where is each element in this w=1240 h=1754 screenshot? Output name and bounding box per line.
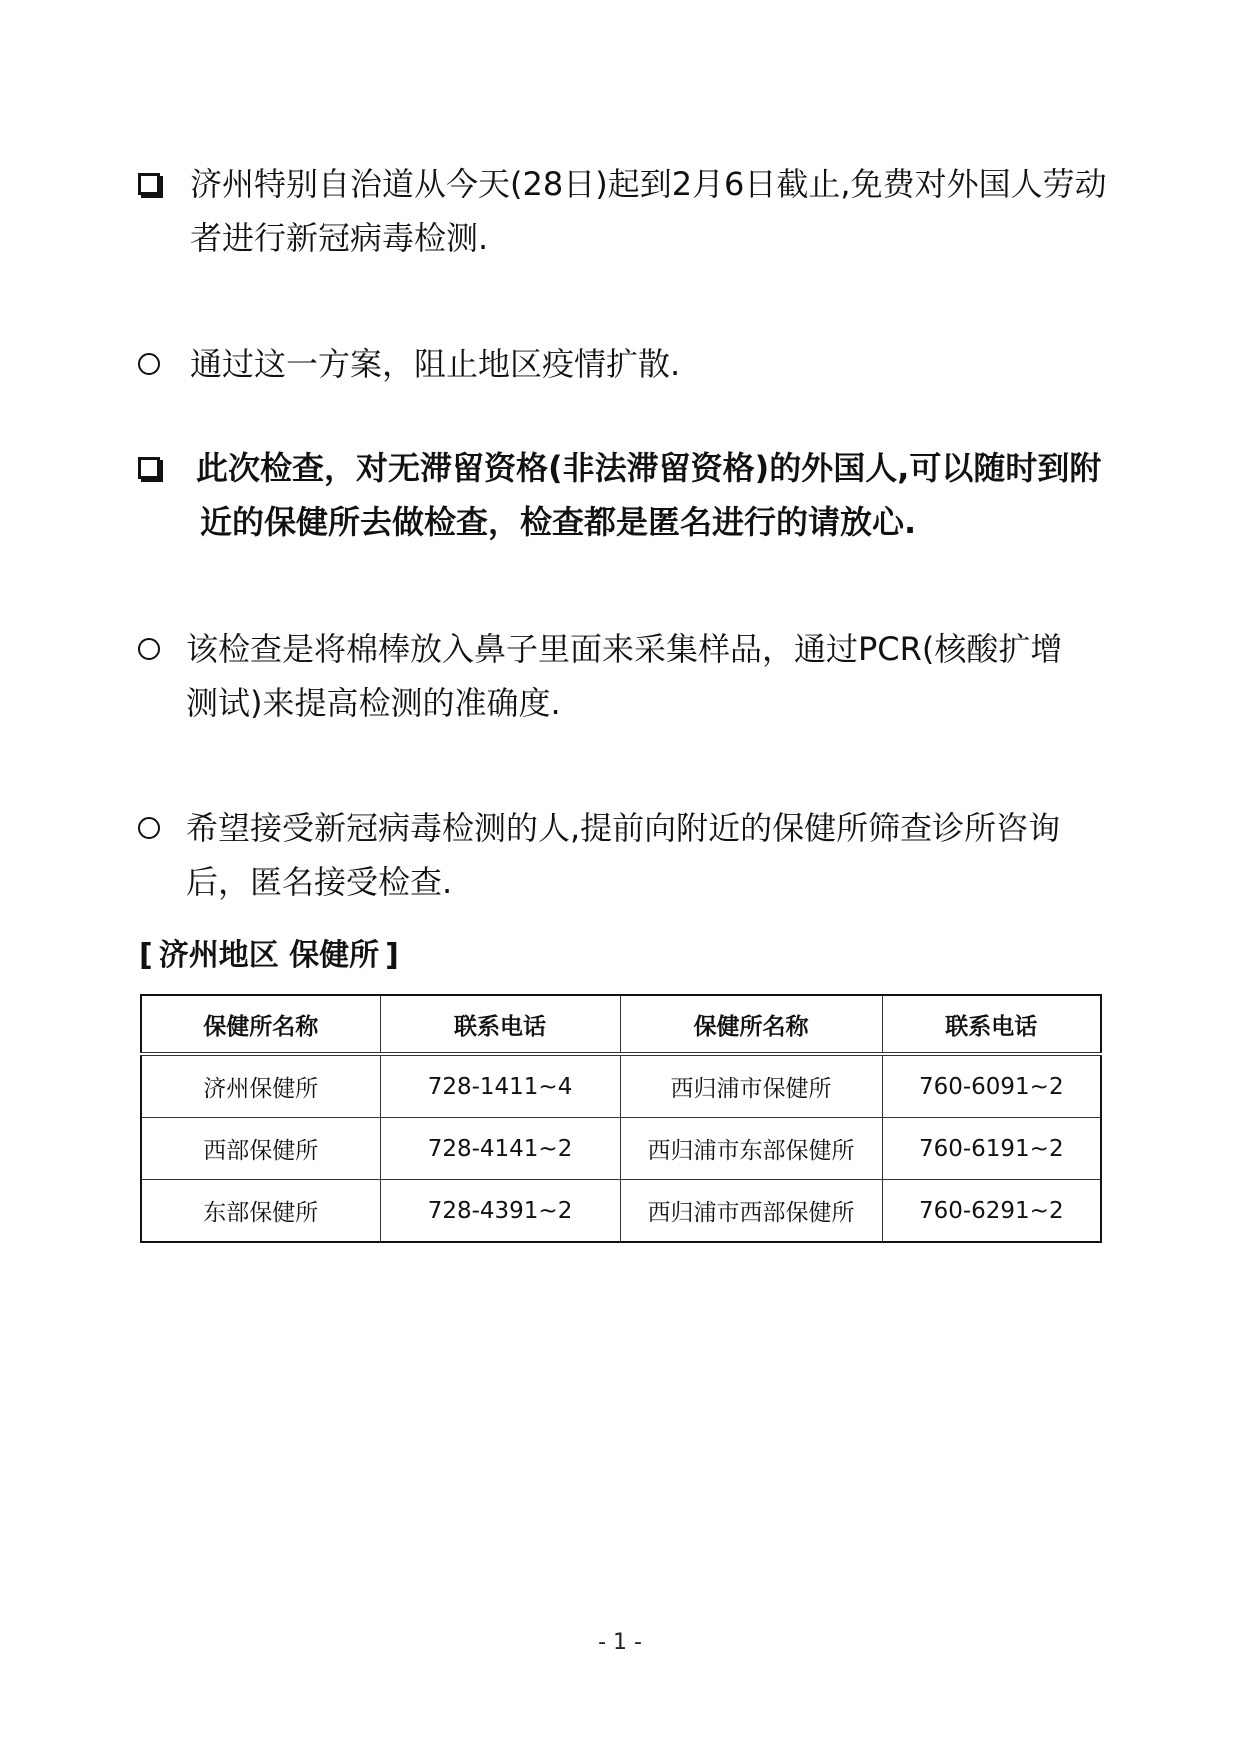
phone-cell: 760-6291~2 <box>882 1180 1101 1243</box>
clinic-name-cell: 西部保健所 <box>141 1118 380 1180</box>
phone-cell: 728-4391~2 <box>380 1180 620 1243</box>
table-header-row <box>141 995 1101 1054</box>
page-number: - 1 - <box>598 1630 642 1655</box>
paragraph-line: 后，匿名接受检查. <box>186 863 453 901</box>
phone-cell: 728-1411~4 <box>380 1054 620 1118</box>
section-title <box>133 936 405 976</box>
paragraph-line: 测试)来提高检测的准确度. <box>186 684 561 722</box>
paragraph-line: 希望接受新冠病毒检测的人,提前向附近的保健所筛查诊所咨询 <box>186 809 1061 847</box>
header-clinic-name: 保健所名称 <box>620 995 882 1054</box>
phone-cell: 760-6191~2 <box>882 1118 1101 1180</box>
paragraph-line: 通过这一方案，阻止地区疫情扩散. <box>190 345 681 383</box>
header-phone: 联系电话 <box>882 995 1101 1054</box>
square-bullet-icon <box>138 173 160 195</box>
paragraph-line: 济州特别自治道从今天(28日)起到2月6日截止,免费对外国人劳动 <box>190 165 1107 203</box>
clinic-name-cell: 东部保健所 <box>141 1180 380 1243</box>
clinic-name-cell: 西归浦市东部保健所 <box>620 1118 882 1180</box>
paragraph-line: 该检查是将棉棒放入鼻子里面来采集样品，通过PCR(核酸扩增 <box>186 630 1063 668</box>
open-bracket: [ <box>139 938 153 973</box>
table-row <box>141 1054 1101 1118</box>
clinic-table <box>140 994 1102 1243</box>
circle-bullet-icon <box>138 353 160 375</box>
header-clinic-name: 保健所名称 <box>141 995 380 1054</box>
clinic-name-cell: 西归浦市保健所 <box>620 1054 882 1118</box>
clinic-name-cell: 济州保健所 <box>141 1054 380 1118</box>
table-row <box>141 1180 1101 1243</box>
table-row <box>141 1118 1101 1180</box>
clinic-name-cell: 西归浦市西部保健所 <box>620 1180 882 1243</box>
phone-cell: 760-6091~2 <box>882 1054 1101 1118</box>
circle-bullet-icon <box>138 817 160 839</box>
circle-bullet-icon <box>138 638 160 660</box>
close-bracket: ] <box>385 938 399 973</box>
paragraph-line: 近的保健所去做检查，检查都是匿名进行的请放心. <box>200 503 917 541</box>
phone-cell: 728-4141~2 <box>380 1118 620 1180</box>
section-title-text: 济州地区 保健所 <box>158 938 380 973</box>
paragraph-line: 此次检查，对无滞留资格(非法滞留资格)的外国人,可以随时到附 <box>196 449 1102 487</box>
square-bullet-icon <box>138 457 160 479</box>
paragraph-line: 者进行新冠病毒检测. <box>190 219 489 257</box>
header-phone: 联系电话 <box>380 995 620 1054</box>
